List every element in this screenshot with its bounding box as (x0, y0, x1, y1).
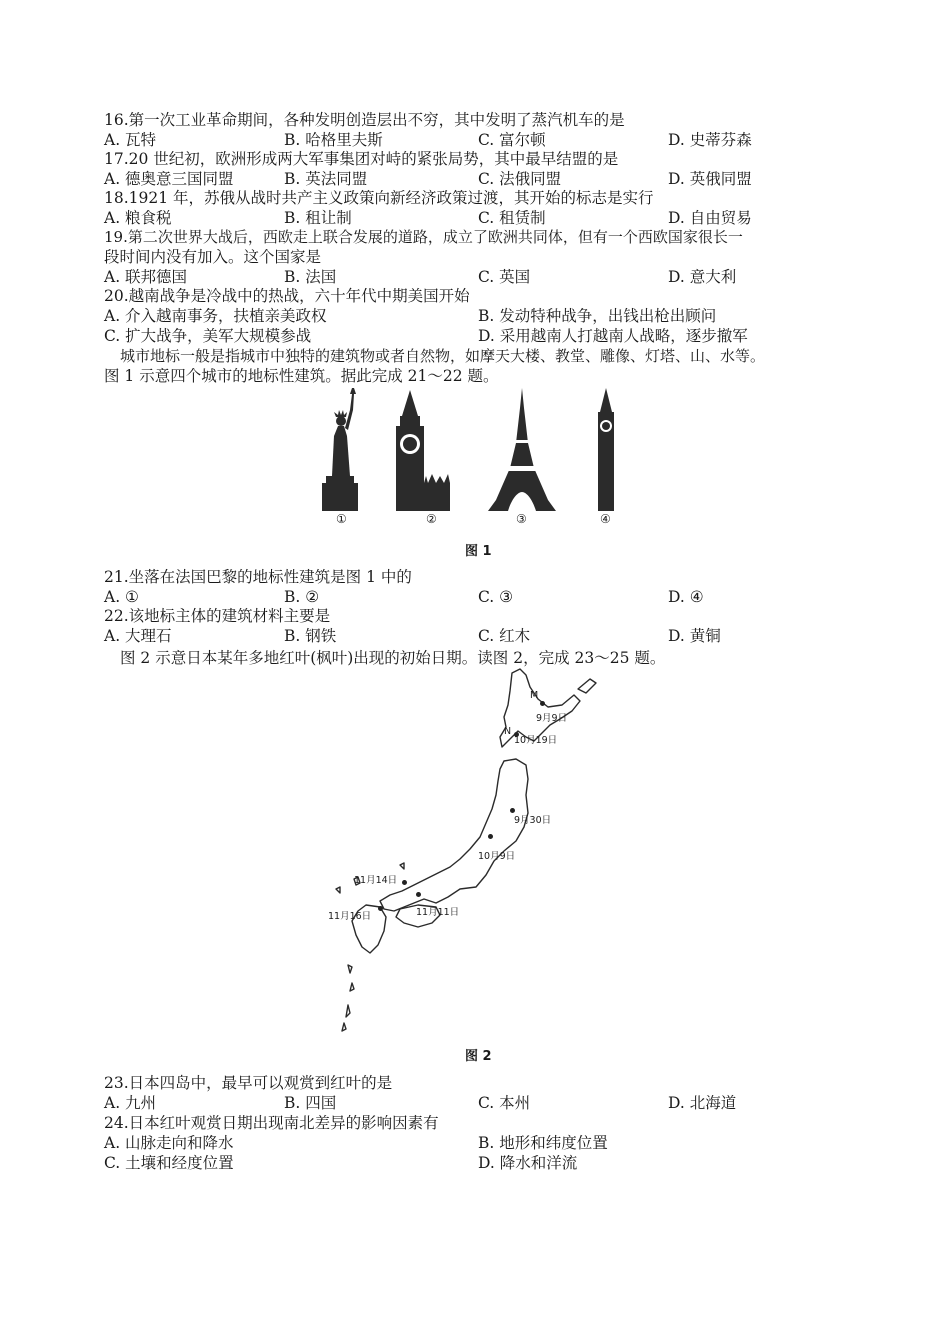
eiffel-tower-icon (488, 388, 556, 511)
figure1-label-2: ② (426, 512, 437, 526)
question-20-stem: 20.越南战争是冷战中的热战，六十年代中期美国开始 (104, 287, 470, 305)
map-date-11-11: 11月11日 (416, 907, 460, 918)
question-16-stem: 16.第一次工业革命期间，各种发明创造层出不穷，其中发明了蒸汽机车的是 (104, 111, 625, 129)
big-ben-icon (396, 390, 450, 511)
q20-option-b: B. 发动特种战争，出钱出枪出顾问 (478, 307, 717, 325)
map-point-11-11-dot (416, 892, 421, 897)
q21-option-c: C. ③ (478, 588, 514, 606)
question-22-stem: 22.该地标主体的建筑材料主要是 (104, 607, 331, 625)
q22-option-b: B. 钢铁 (284, 627, 337, 645)
figure1-caption: 图 1 (465, 544, 492, 559)
q17-option-d: D. 英俄同盟 (668, 170, 752, 188)
intro-japan-map: 图 2 示意日本某年多地红叶(枫叶)出现的初始日期。读图 2，完成 23～25 题。 (120, 649, 666, 667)
map-date-10-19: 10月19日 (514, 735, 558, 746)
map-label-n: N (504, 726, 512, 737)
map-date-11-14: 11月14日 (354, 875, 398, 886)
figure1-label-1: ① (336, 512, 347, 526)
q22-option-a: A. 大理石 (104, 627, 172, 645)
question-21-stem: 21.坐落在法国巴黎的地标性建筑是图 1 中的 (104, 568, 412, 586)
statue-of-liberty-icon (322, 388, 358, 511)
map-point-m-dot (540, 701, 545, 706)
question-18-stem: 18.1921 年，苏俄从战时共产主义政策向新经济政策过渡，其开始的标志是实行 (104, 189, 654, 207)
q24-option-a: A. 山脉走向和降水 (104, 1134, 234, 1152)
figure1-landmarks (310, 388, 630, 513)
figure2-japan-map (290, 665, 660, 1040)
map-date-9-30: 9月30日 (514, 815, 552, 826)
figure2-caption: 图 2 (465, 1049, 492, 1064)
map-date-9-9: 9月9日 (536, 713, 568, 724)
clock-tower-icon (598, 388, 614, 511)
q16-option-a: A. 瓦特 (104, 131, 157, 149)
question-23-stem: 23.日本四岛中，最早可以观赏到红叶的是 (104, 1074, 393, 1092)
q21-option-a: A. ① (104, 588, 139, 606)
question-19-stem-continued: 段时间内没有加入。这个国家是 (104, 248, 322, 266)
q24-option-b: B. 地形和纬度位置 (478, 1134, 608, 1152)
q17-option-a: A. 德奥意三国同盟 (104, 170, 234, 188)
q19-option-a: A. 联邦德国 (104, 268, 188, 286)
q20-option-c: C. 扩大战争，美军大规模参战 (104, 327, 312, 345)
q22-option-d: D. 黄铜 (668, 627, 721, 645)
q21-option-d: D. ④ (668, 588, 704, 606)
q17-option-b: B. 英法同盟 (284, 170, 368, 188)
question-17-stem: 17.20 世纪初，欧洲形成两大军事集团对峙的紧张局势，其中最早结盟的是 (104, 150, 619, 168)
map-label-m: M (530, 690, 539, 701)
map-point-10-9-dot (488, 834, 493, 839)
q21-option-b: B. ② (284, 588, 320, 606)
q19-option-d: D. 意大利 (668, 268, 737, 286)
q16-option-d: D. 史蒂芬森 (668, 131, 752, 149)
q19-option-c: C. 英国 (478, 268, 531, 286)
q22-option-c: C. 红木 (478, 627, 531, 645)
q23-option-c: C. 本州 (478, 1094, 531, 1112)
q20-option-d: D. 采用越南人打越南人战略，逐步撤军 (478, 327, 748, 345)
q20-option-a: A. 介入越南事务，扶植亲美政权 (104, 307, 327, 325)
honshu-outline (380, 759, 528, 911)
q18-option-b: B. 租让制 (284, 209, 352, 227)
q18-option-a: A. 粮食税 (104, 209, 172, 227)
q18-option-c: C. 租赁制 (478, 209, 546, 227)
map-date-11-16: 11月16日 (328, 911, 372, 922)
map-point-11-16-dot (378, 906, 383, 911)
map-date-10-9: 10月9日 (478, 851, 516, 862)
figure1-label-3: ③ (516, 512, 527, 526)
map-point-11-14-dot (402, 880, 407, 885)
intro-landmarks-line1: 城市地标一般是指城市中独特的建筑物或者自然物，如摩天大楼、教堂、雕像、灯塔、山、水等。 (120, 347, 766, 365)
q23-option-a: A. 九州 (104, 1094, 157, 1112)
q16-option-c: C. 富尔顿 (478, 131, 546, 149)
q18-option-d: D. 自由贸易 (668, 209, 752, 227)
intro-landmarks-line2: 图 1 示意四个城市的地标性建筑。据此完成 21～22 题。 (104, 367, 499, 385)
q17-option-c: C. 法俄同盟 (478, 170, 562, 188)
q19-option-b: B. 法国 (284, 268, 337, 286)
question-19-stem: 19.第二次世界大战后，西欧走上联合发展的道路，成立了欧洲共同体，但有一个西欧国家很长一 (104, 228, 743, 246)
figure1-label-4: ④ (600, 512, 611, 526)
q24-option-c: C. 土壤和经度位置 (104, 1154, 234, 1172)
q24-option-d: D. 降水和洋流 (478, 1154, 578, 1172)
question-24-stem: 24.日本红叶观赏日期出现南北差异的影响因素有 (104, 1114, 439, 1132)
q16-option-b: B. 哈格里夫斯 (284, 131, 383, 149)
q23-option-b: B. 四国 (284, 1094, 337, 1112)
q23-option-d: D. 北海道 (668, 1094, 737, 1112)
